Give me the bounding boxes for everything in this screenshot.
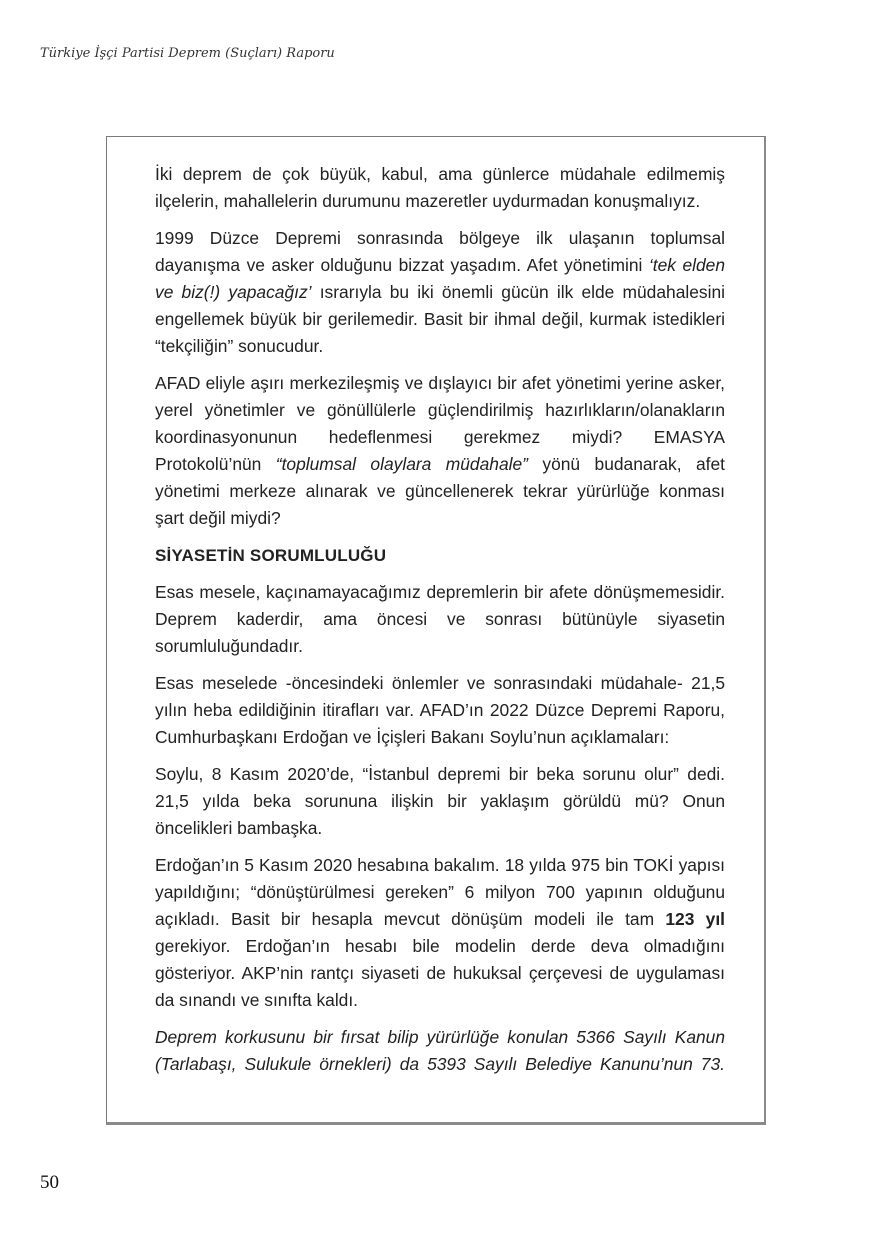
paragraph-2 xyxy=(155,225,725,360)
running-header: Türkiye İşçi Partisi Deprem (Suçları) Raporu xyxy=(40,46,335,61)
paragraph-7-text-a: Erdoğan’ın 5 Kasım 2020 hesabına bakalım. 18 yılda 975 bin TOKİ yapısı yapıldığını; “dönüştürülmesi gereken” 6 milyon 700 yapının olduğunu açıkladı. Basit bir hesapla mevcut dönüşüm modeli ile tam xyxy=(155,855,725,929)
page-number: 50 xyxy=(40,1172,59,1193)
paragraph-5: Esas meselede -öncesindeki önlemler ve sonrasındaki müdahale- 21,5 yılın heba edildiğinin itirafları var. AFAD’ın 2022 Düzce Depremi Raporu, Cumhurbaşkanı Erdoğan ve İçişleri Bakanı Soylu’nun açıklamaları: xyxy=(155,673,725,747)
paragraph-4: Esas mesele, kaçınamayacağımız depremlerin bir afete dönüşmemesidir. Deprem kaderdir, ama öncesi ve sonrası bütünüyle siyasetin sorumluluğundadır. xyxy=(155,582,725,656)
text-box xyxy=(106,136,766,1125)
paragraph-2-text-a: 1999 Düzce Depremi sonrasında bölgeye ilk ulaşanın toplumsal dayanışma ve asker olduğunu bizzat yaşadım. Afet yönetimini xyxy=(155,228,725,275)
paragraph-7 xyxy=(155,852,725,1014)
paragraph-8-italic: Deprem korkusunu bir fırsat bilip yürürlüğe konulan 5366 Sayılı Kanun (Tarlabaşı, Sulukule örnekleri) da 5393 Sayılı Belediye Kanunu’nun 73. xyxy=(155,1027,725,1074)
box-content xyxy=(155,161,725,1088)
paragraph-1: İki deprem de çok büyük, kabul, ama günlerce müdahale edilmemiş ilçelerin, mahallelerin durumunu mazeretler uydurmadan konuşmalıyız. xyxy=(155,164,725,211)
paragraph-3 xyxy=(155,370,725,532)
paragraph-3-text-b: yönü budanarak, afet yönetimi merkeze alınarak ve güncellenerek tekrar yürürlüğe konması şart değil miydi? xyxy=(155,454,725,528)
paragraph-6: Soylu, 8 Kasım 2020’de, “İstanbul depremi bir beka sorunu olur” dedi. 21,5 yılda beka sorununa ilişkin bir yaklaşım görüldü mü? Onun öncelikleri bambaşka. xyxy=(155,764,725,838)
paragraph-7-bold: 123 yıl xyxy=(665,909,726,929)
paragraph-2-text-b: ısrarıyla bu iki önemli gücün ilk elde müdahalesini engellemek büyük bir gerilemedir. Basit bir ihmal değil, kurmak istedikleri “tekçiliğin” sonucudur. xyxy=(155,282,725,356)
paragraph-3-text-a: AFAD eliyle aşırı merkezileşmiş ve dışlayıcı bir afet yönetimi yerine asker, yerel yönetimler ve gönüllülerle güçlendirilmiş hazırlıkların/olanakların koordinasyonunun hedeflenmesi gerekmez miydi? EMASYA Protokolü’nün xyxy=(155,373,725,474)
paragraph-7-text-b: gerekiyor. Erdoğan’ın hesabı bile modelin derde deva olmadığını gösteriyor. AKP’nin rantçı siyaseti de hukuksal çerçevesi de uygulaması da sınandı ve sınıfta kaldı. xyxy=(155,936,725,1010)
section-heading: SİYASETİN SORUMLULUĞU xyxy=(155,546,387,565)
paragraph-2-italic: ‘tek elden ve biz(!) yapacağız’ xyxy=(155,255,725,302)
paragraph-3-italic: “toplumsal olaylara müdahale” xyxy=(275,454,528,474)
paragraph-8 xyxy=(155,1024,725,1078)
